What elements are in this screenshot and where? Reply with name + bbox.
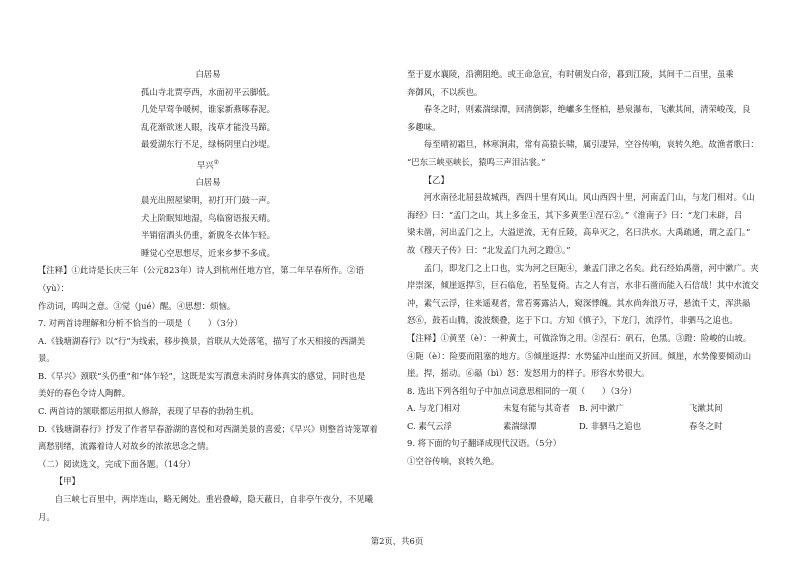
passage-line: 孟门，即龙门之上口也，实为河之巨阨④，兼孟门津之名矣。此石经始禹凿，河中漱广。夹	[423, 262, 759, 273]
poem-notes: 【注释】①此诗是长庆三年（公元823年）诗人到杭州任地方官，第二年早春所作。②语（yù）：	[38, 265, 364, 293]
poem2-line: 犬上阶眠知地湿，鸟临窗语报天晴。	[141, 212, 275, 223]
passage-line: “巴东三峡巫峡长，猿鸣三声泪沾裳。”	[407, 156, 546, 167]
passage-notes: 【注释】①黄垩（è）：一种黄土，可做涂饰之用。②涅石：矾石，色黑。③蹬：险峻的山坡。	[407, 332, 752, 343]
passage-line: 梁未凿，河出孟门之上，大溢逆流，无有丘陵，高阜灭之，名曰洪水。大禹疏通，谓之孟门。”	[407, 227, 751, 238]
question-8-option-d-pair: 春冬之时	[689, 420, 723, 431]
poem2-title: 早兴②	[196, 158, 220, 170]
passage-line: 故《穆天子传》曰：“北发孟门九河之蹬③。”	[407, 244, 571, 255]
poem2-line: 睡觉心空思想尽，近来乡梦不多成。	[141, 247, 275, 258]
passage-line: 至于夏水襄陵，沿溯阻绝。或王命急宣，有时朝发白帝，暮到江陵，其间千二百里，虽乘	[407, 69, 734, 79]
passage-line: 每至晴初霜旦，林寒涧肃，常有高猿长啸，属引凄异，空谷传响，哀转久绝。故渔者歌曰：	[423, 139, 759, 150]
page-footer: 第2页，共6页	[370, 536, 424, 546]
poem1-line: 孤山寺北贾亭西，水面初平云脚低。	[141, 86, 275, 97]
question-9-item: ①空谷传响，哀转久绝。	[407, 456, 500, 467]
passage-yi-label: 【乙】	[423, 174, 449, 185]
question-8-option-c: C. 素气云浮	[407, 420, 452, 431]
poem1-line: 最爱湖东行不足，绿杨阴里白沙堤。	[141, 139, 275, 150]
left-column	[38, 66, 378, 526]
right-column	[407, 66, 759, 471]
question-7-option-c: C. 两首诗的颔联都运用拟人修辞，表现了早春的勃勃生机。	[38, 406, 259, 417]
passage-jia-text: 自三峡七百里中，两岸连山，略无阙处。重岩叠嶂，隐天蔽日，自非亭午夜分，不见曦月。	[38, 494, 374, 522]
poem-notes: 作动词，鸣叫之意。③觉（jué）醒。④思想：烦恼。	[38, 300, 236, 311]
passage-line: 春冬之时，则素湍绿潭，回清倒影，绝巘多生怪柏，悬泉瀑布，飞漱其间，清荣峻茂，良	[423, 104, 751, 115]
question-8-option-a: A. 与龙门相对	[407, 403, 461, 414]
question-9-stem: 9. 将下面的句子翻译成现代汉语。（5分）	[407, 438, 562, 449]
poem1-line: 乱花渐欲迷人眼，浅草才能没马蹄。	[141, 121, 275, 132]
question-8-option-a-pair: 未复有能与其奇者	[503, 403, 570, 414]
question-8-option-b-pair: 飞漱其间	[689, 403, 723, 414]
passage-notes: 崖。捍，摇动。⑥赑（bì）怒：发怒用力的样子。形容水势很大。	[407, 368, 650, 379]
question-8-option-d: D. 非驷马之追也	[579, 420, 641, 431]
poem2-line: 晨光出照屋梁明，初打开门鼓一声。	[141, 194, 275, 205]
question-8-option-b: B. 河中漱广	[579, 403, 624, 414]
passage-line: 奔御风，不以疾也。	[407, 86, 483, 97]
question-8-row-ab	[407, 400, 759, 418]
question-7-stem: 7. 对两首诗理解和分析不恰当的一项是（ ）（3分）	[38, 318, 243, 329]
question-7-option-d: D.《钱塘湖春行》抒发了作者早春游湖的喜悦和对西湖美景的喜爱；《早兴》则整首诗笼罩着	[38, 423, 378, 434]
question-7-option-a: A.《钱塘湖春行》以“行”为线索，移步换景，首联从大处落笔，描写了水天相接的西湖美景。	[38, 335, 366, 364]
passage-notes: ④阨（è）：险要而阻塞的地方。⑤倾崖返捍：水势猛冲山崖而又折回。倾崖，水势像要倾动山	[407, 350, 752, 361]
passage-line: 岸崇深，倾崖返捍⑤，巨石临危，若坠复倚。古之人有言，水非石凿而能入石信哉！其中水流交	[407, 280, 759, 291]
passage-line: 河水南径北屈县故城西，西四十里有风山。风山西四十里，河南孟门山，与龙门相对。《山	[423, 192, 755, 203]
passage-line: 多趣味。	[407, 121, 441, 132]
passage-line: 怒⑥，鼓若山腾，浚波颓叠，迄于下口。方知《慎子》，下龙门，流浮竹，非驷马之追也。	[407, 315, 738, 326]
question-7-option-b: B.《早兴》颈联“头仍重”和“体乍轻”，这既是实写酒意未消时身体真实的感觉，同时也是	[38, 370, 366, 381]
passage-jia-label: 【甲】	[54, 476, 80, 487]
poem2-line: 半销宿酒头仍重，新脱冬衣体乍轻。	[141, 230, 275, 241]
question-8-row-cd	[407, 418, 759, 436]
question-8-option-c-pair: 素湍绿潭	[503, 420, 537, 431]
poem2-author: 白居易	[195, 177, 221, 188]
question-8-stem: 8. 选出下列各组句子中加点词意思相同的一项（ ）（3分）	[407, 385, 637, 396]
question-7-option-d-cont: 离愁别绪，流露着诗人对故乡的浓浓思念之情。	[38, 441, 214, 452]
question-7-option-b-cont: 美好的春色令诗人陶醉。	[38, 388, 131, 399]
passage-line: 冲，素气云浮，往来遥观者，常若雾露沾人，窥深悸魄。其水尚奔浪万寻，悬流千丈，浑洪赑	[407, 297, 751, 308]
passage-line: 海经》曰：“孟门之山，其上多金玉，其下多黄垩①涅石②。”《淮南子》曰：“龙门未辟，吕	[407, 209, 743, 220]
poem1-line: 几处早莺争暖树，谁家新燕啄春泥。	[141, 104, 275, 115]
poem1-author: 白居易	[195, 69, 221, 79]
section-2-heading: （二）阅读选文，完成下面各题。（14分）	[38, 458, 196, 469]
